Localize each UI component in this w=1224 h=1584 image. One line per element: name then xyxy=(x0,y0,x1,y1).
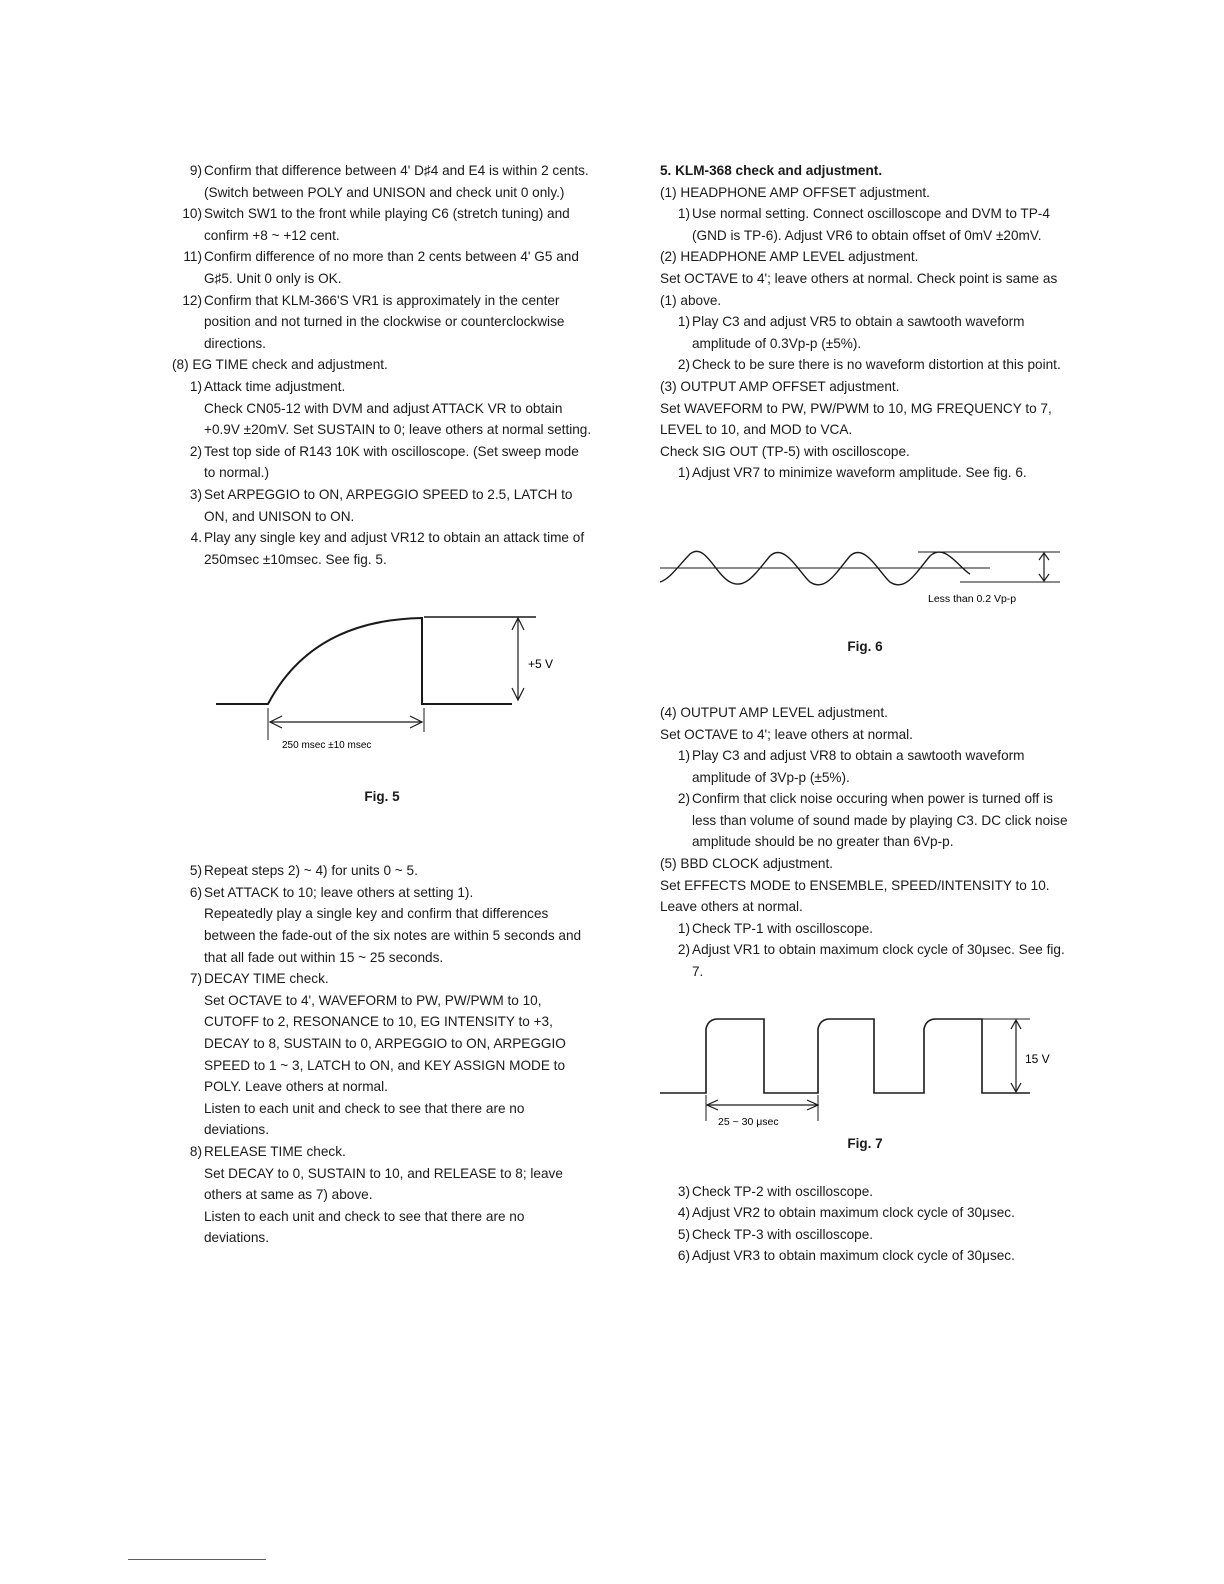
fig5-voltage-label: +5 V xyxy=(528,657,554,672)
item-text: Check CN05-12 with DVM and adjust ATTACK VR to obtain +0.9V ±20mV. Set SUSTAIN to 0; leave others at normal setting. xyxy=(204,400,592,438)
item-number: 1) xyxy=(677,748,690,764)
fig5-time-label: 250 msec ±10 msec xyxy=(282,740,372,752)
item-text: Adjust VR3 to obtain maximum clock cycle of 30μsec. xyxy=(692,1248,1015,1264)
item-number: 1) xyxy=(677,920,690,936)
fig5-attack-curve xyxy=(216,618,512,704)
item-text: DECAY TIME check. xyxy=(204,971,329,987)
item-number: 10) xyxy=(182,206,202,222)
item-text: Repeatedly play a single key and confirm that differences between the fade-out of the six notes are within 5 seconds and that all fade out within 15 ~ 25 seconds. xyxy=(204,906,582,965)
item-number: 6) xyxy=(677,1248,690,1264)
fig7-square-wave xyxy=(660,1019,1030,1093)
numbered-item xyxy=(660,939,1070,982)
item-text: Check TP-3 with oscilloscope. xyxy=(692,1226,874,1242)
item-number: 6) xyxy=(189,884,202,900)
subsection-4-items xyxy=(660,745,1070,853)
item-number: 7) xyxy=(189,971,202,987)
item-number: 1) xyxy=(677,314,690,330)
item-number: 2) xyxy=(189,443,202,459)
fig6-caption: Fig. 6 xyxy=(847,638,883,654)
item-number: 8) xyxy=(189,1144,202,1159)
numbered-item xyxy=(172,484,592,527)
numbered-item xyxy=(172,376,592,441)
subsection-3-items xyxy=(660,462,1070,484)
numbered-item xyxy=(660,1202,1070,1224)
item-number: 5) xyxy=(677,1226,690,1242)
fig7-voltage-label: 15 V xyxy=(1025,1051,1050,1066)
item-text: Confirm that KLM-366'S VR1 is approximately in the center position and not turned in the clockwise or counterclockwise directions. xyxy=(204,292,565,351)
subsection-2-text: Set OCTAVE to 4'; leave others at normal. Check point is same as (1) above. xyxy=(660,270,1058,308)
figure-6 xyxy=(660,484,1070,702)
subsection-5-items xyxy=(660,918,1070,983)
item-list-top xyxy=(172,160,592,354)
item-number: 4) xyxy=(677,1205,690,1221)
item-text: Confirm that difference between 4' D♯4 and E4 is within 2 cents. xyxy=(204,163,589,178)
numbered-item xyxy=(660,1181,1070,1203)
item-text: Set ARPEGGIO to ON, ARPEGGIO SPEED to 2.5, LATCH to ON, and UNISON to ON. xyxy=(204,486,573,524)
item-text: Repeat steps 2) ~ 4) for units 0 ~ 5. xyxy=(204,863,418,879)
numbered-item xyxy=(172,860,592,882)
item-text: Switch SW1 to the front while playing C6 (stretch tuning) and confirm +8 ~ +12 cent. xyxy=(204,206,570,243)
numbered-item xyxy=(172,203,592,246)
item-number: 9) xyxy=(189,163,202,178)
numbered-item xyxy=(172,1141,592,1249)
item-number: 3) xyxy=(677,1183,690,1199)
figure-5 xyxy=(172,570,592,860)
subsection-2-title: (2) HEADPHONE AMP LEVEL adjustment. xyxy=(660,249,919,265)
right-column xyxy=(660,160,1070,1267)
numbered-item xyxy=(660,311,1070,354)
subsection-4-text: Set OCTAVE to 4'; leave others at normal. xyxy=(660,726,913,742)
numbered-item xyxy=(660,203,1070,246)
item-number: 4. xyxy=(190,530,202,546)
section-8-title: (8) EG TIME check and adjustment. xyxy=(172,357,388,373)
item-number: 2) xyxy=(677,791,690,807)
item-number: 12) xyxy=(182,292,202,308)
subsection-5-items-continued xyxy=(660,1181,1070,1267)
subsection-1-title: (1) HEADPHONE AMP OFFSET adjustment. xyxy=(660,184,930,200)
item-text: Check TP-1 with oscilloscope. xyxy=(692,920,874,936)
fig6-diagram xyxy=(660,544,1070,624)
numbered-item xyxy=(660,1245,1070,1267)
item-text: Adjust VR2 to obtain maximum clock cycle of 30μsec. xyxy=(692,1205,1015,1221)
numbered-item xyxy=(172,882,592,968)
item-text: Set ATTACK to 10; leave others at setting 1). xyxy=(204,884,474,900)
fig7-diagram xyxy=(660,1011,1070,1141)
item-text: Check to be sure there is no waveform distortion at this point. xyxy=(692,357,1061,373)
item-number: 3) xyxy=(189,486,202,502)
numbered-item xyxy=(172,160,592,203)
item-list-bottom xyxy=(172,860,592,1249)
item-text: Confirm that click noise occuring when power is turned off is less than volume of sound made by playing C3. DC click noise amplitude should be no greater than 6Vp-p. xyxy=(692,791,1068,850)
item-text: Adjust VR1 to obtain maximum clock cycle of 30μsec. See fig. 7. xyxy=(692,942,1065,980)
subsection-3-text: Set WAVEFORM to PW, PW/PWM to 10, MG FREQUENCY to 7, LEVEL to 10, and MOD to VCA. xyxy=(660,400,1052,438)
numbered-item xyxy=(172,441,592,484)
fig7-period-label: 25 ~ 30 μsec xyxy=(718,1115,779,1128)
item-text: Listen to each unit and check to see that there are no deviations. xyxy=(204,1208,525,1246)
item-text: Confirm difference of no more than 2 cents between 4' G5 and G♯5. Unit 0 only is OK. xyxy=(204,249,579,286)
subsection-4-title: (4) OUTPUT AMP LEVEL adjustment. xyxy=(660,704,888,720)
figure-7 xyxy=(660,983,1070,1181)
fig5-caption: Fig. 5 xyxy=(364,789,400,805)
item-text: Set DECAY to 0, SUSTAIN to 10, and RELEASE to 8; leave others at same as 7) above. xyxy=(204,1165,563,1203)
item-text: Play C3 and adjust VR8 to obtain a sawtooth waveform amplitude of 3Vp-p (±5%). xyxy=(692,748,1025,785)
numbered-item xyxy=(172,246,592,289)
item-list-eg-time xyxy=(172,376,592,570)
subsection-5-text: Set EFFECTS MODE to ENSEMBLE, SPEED/INTENSITY to 10. Leave others at normal. xyxy=(660,877,1050,915)
numbered-item xyxy=(172,968,592,1141)
item-text: Check TP-2 with oscilloscope. xyxy=(692,1183,874,1199)
footer-rule xyxy=(128,1559,266,1560)
numbered-item xyxy=(172,290,592,355)
subsection-2-items xyxy=(660,311,1070,376)
item-number: 1) xyxy=(677,206,690,222)
subsection-5-title: (5) BBD CLOCK adjustment. xyxy=(660,856,834,872)
numbered-item xyxy=(172,527,592,570)
item-text: Set OCTAVE to 4', WAVEFORM to PW, PW/PWM to 10, CUTOFF to 2, RESONANCE to 10, EG INTENSITY to +3, DECAY to 8, SUSTAIN to 0, ARPEGGIO to ON, ARPEGGIO SPEED to 1 ~ 3, LATCH to ON, and KEY ASSIGN MODE to POLY. Leave others at normal. xyxy=(204,992,566,1095)
fig5-diagram xyxy=(172,610,592,860)
numbered-item xyxy=(660,745,1070,788)
numbered-item xyxy=(660,354,1070,376)
subsection-3-title: (3) OUTPUT AMP OFFSET adjustment. xyxy=(660,378,900,394)
item-text: Play any single key and adjust VR12 to obtain an attack time of 250msec ±10msec. See fig. 5. xyxy=(204,530,585,567)
numbered-item xyxy=(660,462,1070,484)
item-text: Listen to each unit and check to see that there are no deviations. xyxy=(204,1100,525,1138)
item-number: 1) xyxy=(189,378,202,394)
numbered-item xyxy=(660,788,1070,853)
left-column xyxy=(172,160,592,1249)
fig6-amplitude-label: Less than 0.2 Vp-p xyxy=(928,592,1017,605)
item-text: Test top side of R143 10K with oscilloscope. (Set sweep mode to normal.) xyxy=(204,443,579,481)
numbered-item xyxy=(660,918,1070,940)
fig7-caption: Fig. 7 xyxy=(847,1135,883,1151)
item-text: Use normal setting. Connect oscilloscope and DVM to TP-4 (GND is TP-6). Adjust VR6 to obtain offset of 0mV ±20mV. xyxy=(692,206,1050,243)
item-number: 1) xyxy=(677,465,690,481)
item-number: 11) xyxy=(183,249,202,265)
item-text: (Switch between POLY and UNISON and check unit 0 only.) xyxy=(204,184,565,200)
section-5-title: 5. KLM-368 check and adjustment. xyxy=(660,163,883,178)
subsection-3-text-2: Check SIG OUT (TP-5) with oscilloscope. xyxy=(660,443,910,459)
item-text: Attack time adjustment. xyxy=(204,378,346,394)
subsection-1-items xyxy=(660,203,1070,246)
item-number: 2) xyxy=(677,942,690,958)
numbered-item xyxy=(660,1224,1070,1246)
item-text: Play C3 and adjust VR5 to obtain a sawtooth waveform amplitude of 0.3Vp-p (±5%). xyxy=(692,314,1025,351)
item-text: RELEASE TIME check. xyxy=(204,1144,346,1159)
item-text: Adjust VR7 to minimize waveform amplitude. See fig. 6. xyxy=(692,465,1027,481)
item-number: 2) xyxy=(677,357,690,373)
item-number: 5) xyxy=(189,863,202,879)
